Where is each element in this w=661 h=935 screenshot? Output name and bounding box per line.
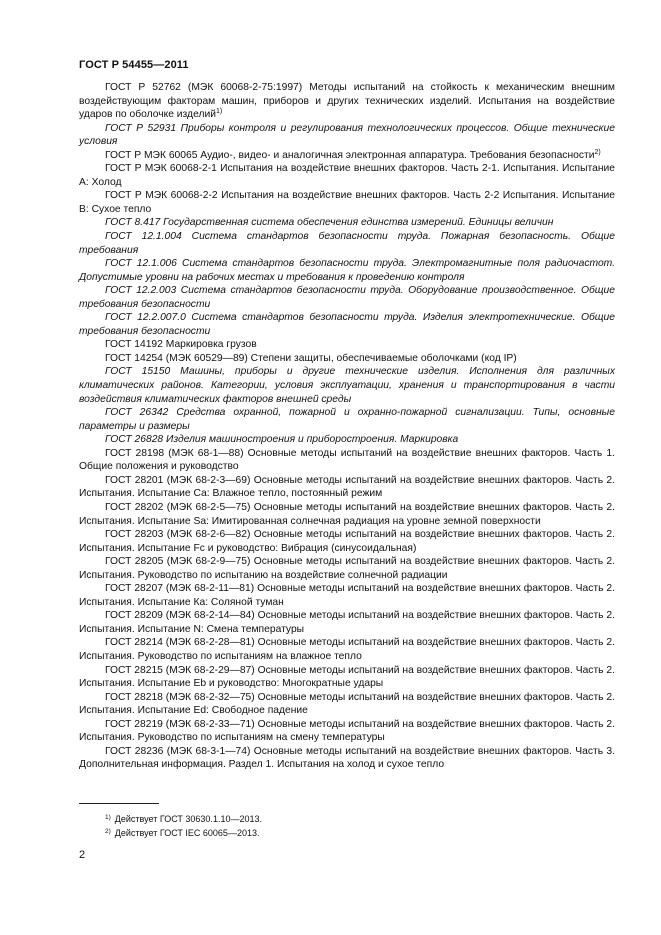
reference-text: ГОСТ 12.1.004 Система стандартов безопасности труда. Пожарная безопасность. Общие требования (79, 231, 615, 256)
reference-text: ГОСТ 28215 (МЭК 68-2-29—87) Основные методы испытаний на воздействие внешних факторов. Часть 2. Испытания. Испытание Eb и руководство: Многократные удары (79, 664, 615, 690)
reference-item (79, 555, 615, 582)
reference-text: ГОСТ Р МЭК 60068-2-1 Испытания на воздействие внешних факторов. Часть 2-1. Испытания. Испытание А: Холод (79, 163, 615, 188)
reference-text: ГОСТ 26828 Изделия машиностроения и приборостроения. Маркировка (105, 434, 459, 446)
footnote-mark: 2) (105, 828, 111, 835)
normative-references-list (79, 81, 615, 772)
reference-text: ГОСТ 28198 (МЭК 68-1—88) Основные методы испытаний на воздействие внешних факторов. Часть 1. Общие положения и руководство (79, 447, 615, 473)
reference-item (79, 691, 615, 718)
footnote-text: Действует ГОСТ IEC 60065—2013. (114, 828, 260, 838)
reference-item (79, 162, 615, 189)
reference-item (79, 284, 615, 311)
reference-item (79, 189, 615, 216)
footnote-text: Действует ГОСТ 30630.1.10—2013. (114, 814, 262, 824)
reference-text: ГОСТ 28203 (МЭК 68-2-6—82) Основные методы испытаний на воздействие внешних факторов. Часть 2. Испытания. Испытание Fc и руководство: Вибрация (синусоидальная) (79, 529, 615, 554)
reference-item (79, 311, 615, 338)
reference-text: ГОСТ 28201 (МЭК 68-2-3—69) Основные методы испытаний на воздействие внешних факторов. Часть 2. Испытания. Испытание Са: Влажное тепло, постоянный режим (79, 474, 615, 500)
reference-item (79, 609, 615, 636)
reference-item (79, 338, 615, 352)
reference-text: ГОСТ 28214 (МЭК 68-2-28—81) Основные методы испытаний на воздействие внешних факторов. Часть 2. Испытания. Руководство по испытаниям на влажное тепло (79, 637, 615, 662)
reference-item (79, 582, 615, 609)
reference-item (79, 216, 615, 230)
reference-text: ГОСТ 14254 (МЭК 60529—89) Степени защиты, обеспечиваемые оболочками (код IP) (105, 352, 517, 364)
reference-text: ГОСТ 28205 (МЭК 68-2-9—75) Основные методы испытаний на воздействие внешних факторов. Часть 2. Испытания. Руководство по испытанию на воздействие солнечной радиации (79, 556, 615, 581)
reference-item (79, 447, 615, 474)
page-number: 2 (79, 849, 86, 861)
reference-item (79, 230, 615, 257)
reference-text: ГОСТ Р 52762 (МЭК 60068-2-75:1997) Методы испытаний на стойкость к механическим внешним воздействующим факторам машин, приборов и других технических изделий. Испытания на воздействие ударов по оболочке изделий (79, 82, 615, 121)
reference-item (79, 365, 615, 406)
reference-item (79, 718, 615, 745)
footnote-mark: 1) (105, 814, 111, 821)
reference-item (79, 528, 615, 555)
reference-text: ГОСТ 12.2.007.0 Система стандартов безопасности труда. Изделия электротехнические. Общие требования безопасности (79, 312, 615, 337)
reference-item (79, 352, 615, 366)
reference-text: ГОСТ Р МЭК 60065 Аудио-, видео- и аналогичная электронная аппаратура. Требования безопасности (105, 149, 595, 161)
reference-item (79, 501, 615, 528)
reference-text: ГОСТ 8.417 Государственная система обеспечения единства измерений. Единицы величин (105, 217, 554, 229)
reference-text: ГОСТ 28207 (МЭК 68-2-11—81) Основные методы испытаний на воздействие внешних факторов. Часть 2. Испытания. Испытание Ка: Соляной туман (79, 583, 615, 608)
reference-text: ГОСТ 26342 Средства охранной, пожарной и охранно-пожарной сигнализации. Типы, основные параметры и размеры (79, 407, 615, 432)
reference-text: ГОСТ 15150 Машины, приборы и другие технические изделия. Исполнения для различных климатических районов. Категории, условия эксплуатации, хранения и транспортирования в части воздействия климатических факторов внешней среды (79, 366, 615, 405)
reference-text: ГОСТ 14192 Маркировка грузов (105, 339, 257, 351)
reference-item (79, 122, 615, 149)
reference-text: ГОСТ 28202 (МЭК 68-2-5—75) Основные методы испытаний на воздействие внешних факторов. Часть 2. Испытания. Испытание Sa: Имитированная солнечная радиация на уровне земной поверхности (79, 501, 615, 527)
reference-item (79, 474, 615, 501)
reference-text: ГОСТ 12.2.003 Система стандартов безопасности труда. Оборудование производственное. Общие требования безопасности (79, 285, 615, 310)
footnote-marker: 2) (594, 148, 601, 156)
reference-item (79, 257, 615, 284)
footnote-marker: 1) (215, 108, 223, 116)
reference-item (79, 406, 615, 433)
reference-item (79, 81, 615, 122)
reference-text: ГОСТ 28218 (МЭК 68-2-32—75) Основные методы испытаний на воздействие внешних факторов. Часть 2. Испытания. Испытание Ed: Свободное падение (79, 691, 615, 717)
reference-text: ГОСТ Р 52931 Приборы контроля и регулирования технологических процессов. Общие технические условия (79, 122, 615, 148)
reference-text: ГОСТ Р МЭК 60068-2-2 Испытания на воздействие внешних факторов. Часть 2-2 Испытания. Испытание В: Сухое тепло (79, 190, 615, 215)
document-header: ГОСТ Р 54455—2011 (79, 59, 189, 71)
reference-text: ГОСТ 28209 (МЭК 68-2-14—84) Основные методы испытаний на воздействие внешних факторов. Часть 2. Испытания. Испытание N: Смена температуры (79, 610, 615, 635)
reference-text: ГОСТ 28236 (МЭК 68-3-1—74) Основные методы испытаний на воздействие внешних факторов. Часть 3. Дополнительная информация. Раздел 1. Испытания на холод и сухое тепло (79, 745, 615, 771)
footnotes (105, 812, 262, 840)
reference-text: ГОСТ 12.1.006 Система стандартов безопасности труда. Электромагнитные поля радиочастот. Допустимые уровни на рабочих местах и требования к проведению контроля (79, 258, 615, 283)
footnote-item (105, 826, 262, 840)
reference-item (79, 664, 615, 691)
reference-item (79, 433, 615, 447)
reference-text: ГОСТ 28219 (МЭК 68-2-33—71) Основные методы испытаний на воздействие внешних факторов. Часть 2. Испытания. Руководство по испытаниям на смену температуры (79, 718, 615, 744)
reference-item (79, 149, 615, 163)
footnote-item (105, 812, 262, 826)
reference-item (79, 636, 615, 663)
reference-item (79, 745, 615, 772)
footnote-divider (79, 803, 159, 804)
